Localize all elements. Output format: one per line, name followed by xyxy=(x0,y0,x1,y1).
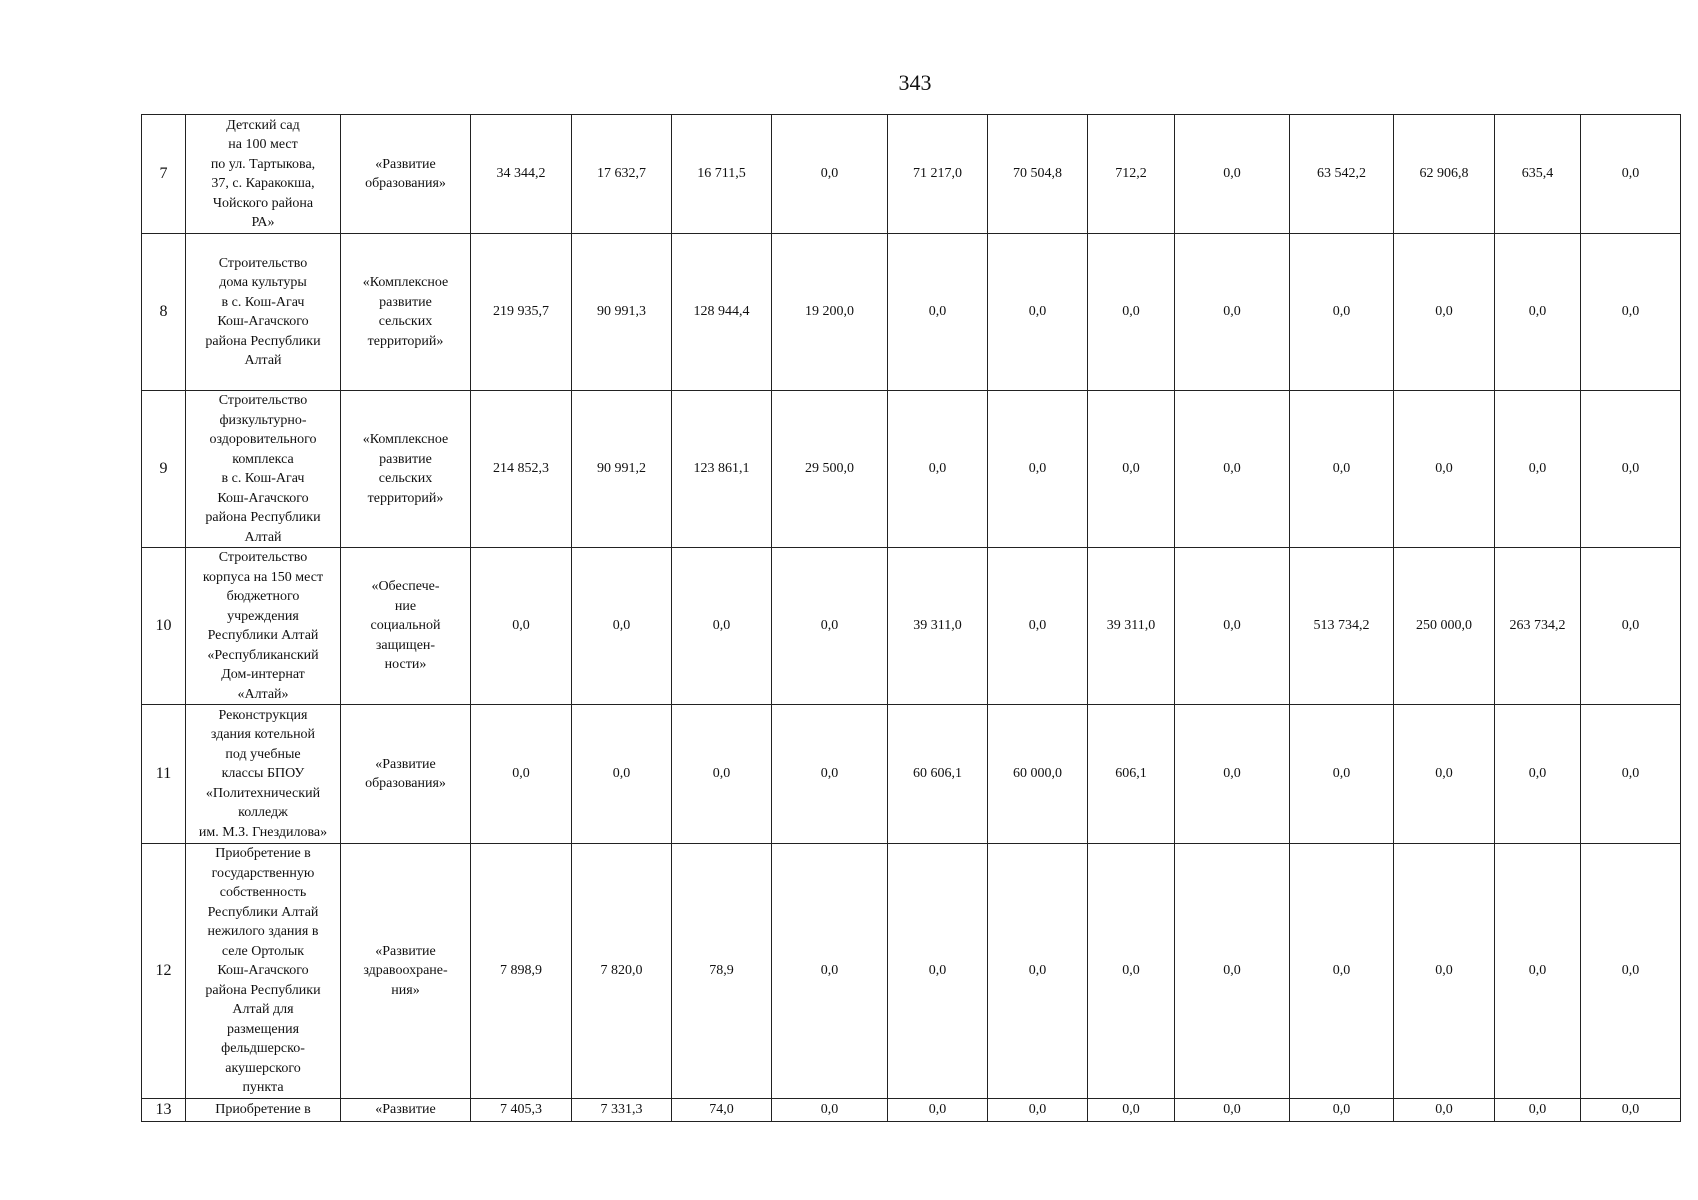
program-line: защищен- xyxy=(375,637,436,653)
value-cell: 0,0 xyxy=(988,1098,1088,1121)
object-name-line: РА» xyxy=(251,215,275,230)
object-name-line: Строительство xyxy=(218,550,308,565)
value-cell: 0,0 xyxy=(1290,234,1394,391)
program-line: ности» xyxy=(384,657,427,673)
value-cell: 0,0 xyxy=(1495,705,1581,844)
program-line: территорий» xyxy=(367,490,444,506)
program-line: ния» xyxy=(391,982,420,998)
object-name-line: «Алтай» xyxy=(237,686,289,702)
value-cell: 0,0 xyxy=(1175,115,1290,234)
object-name-cell xyxy=(186,548,341,705)
object-name-line: Строительство xyxy=(218,255,308,271)
row-number-cell: 12 xyxy=(142,844,186,1099)
value-cell: 0,0 xyxy=(471,548,572,705)
object-name-line: Чойского района xyxy=(212,195,314,211)
table-row xyxy=(142,548,1681,705)
object-name-line: Республики Алтай xyxy=(207,904,319,920)
object-name-line: «Республиканский xyxy=(207,647,319,663)
object-name-line: в с. Кош-Агач xyxy=(221,294,305,310)
value-cell: 7 331,3 xyxy=(572,1098,672,1121)
program-line: «Развитие xyxy=(375,756,436,772)
value-cell: 7 820,0 xyxy=(572,844,672,1099)
value-cell: 0,0 xyxy=(888,391,988,548)
value-cell: 0,0 xyxy=(471,705,572,844)
value-cell: 0,0 xyxy=(1495,1098,1581,1121)
object-name-line: Алтай xyxy=(244,353,282,368)
program-line: сельских xyxy=(378,314,433,329)
program-cell xyxy=(341,548,471,705)
value-cell: 16 711,5 xyxy=(672,115,772,234)
program-line: «Комплексное xyxy=(362,432,449,447)
object-name-line: акушерского xyxy=(225,1060,301,1076)
value-cell: 712,2 xyxy=(1088,115,1175,234)
row-number-cell: 10 xyxy=(142,548,186,705)
object-name-line: собственность xyxy=(219,885,307,900)
table-body xyxy=(142,115,1681,1122)
value-cell: 0,0 xyxy=(1088,844,1175,1099)
value-cell: 0,0 xyxy=(772,705,888,844)
value-cell: 0,0 xyxy=(888,1098,988,1121)
object-name-line: учреждения xyxy=(227,608,299,624)
object-name-cell xyxy=(186,234,341,391)
object-name-line: нежилого здания в xyxy=(207,924,319,939)
value-cell: 123 861,1 xyxy=(672,391,772,548)
table-row xyxy=(142,391,1681,548)
object-name-line: Приобретение в xyxy=(215,1101,311,1117)
value-cell: 0,0 xyxy=(1495,391,1581,548)
table-row xyxy=(142,1098,1681,1121)
value-cell: 0,0 xyxy=(888,844,988,1099)
object-name-line: им. М.З. Гнездилова» xyxy=(198,824,328,840)
table-row xyxy=(142,705,1681,844)
object-name-line: района Республики xyxy=(205,982,321,998)
object-name-line: по ул. Тартыкова, xyxy=(210,156,316,172)
program-line: сельских xyxy=(378,471,433,486)
value-cell: 0,0 xyxy=(888,234,988,391)
value-cell: 0,0 xyxy=(1175,1098,1290,1121)
value-cell: 34 344,2 xyxy=(471,115,572,234)
value-cell: 63 542,2 xyxy=(1290,115,1394,234)
value-cell: 513 734,2 xyxy=(1290,548,1394,705)
budget-table xyxy=(141,114,1681,1122)
value-cell: 0,0 xyxy=(772,1098,888,1121)
value-cell: 606,1 xyxy=(1088,705,1175,844)
object-name-line: бюджетного xyxy=(226,589,300,604)
object-name-line: здания котельной xyxy=(210,727,316,743)
value-cell: 62 906,8 xyxy=(1394,115,1495,234)
value-cell: 0,0 xyxy=(1495,234,1581,391)
value-cell: 71 217,0 xyxy=(888,115,988,234)
value-cell: 0,0 xyxy=(772,115,888,234)
value-cell: 0,0 xyxy=(1394,844,1495,1099)
program-cell xyxy=(341,705,471,844)
object-name-line: «Политехнический xyxy=(205,785,321,801)
object-name-line: района Республики xyxy=(205,333,321,349)
object-name-line: классы БПОУ xyxy=(221,766,305,782)
program-cell xyxy=(341,1098,471,1121)
program-line: ние xyxy=(394,598,417,614)
value-cell: 0,0 xyxy=(1290,705,1394,844)
table-row xyxy=(142,234,1681,391)
object-name-line: Дом-интернат xyxy=(221,667,305,682)
object-name-line: селе Ортолык xyxy=(221,943,305,959)
value-cell: 0,0 xyxy=(1175,705,1290,844)
object-name-line: комплекса xyxy=(232,451,294,467)
table-row xyxy=(142,115,1681,234)
object-name-line: под учебные xyxy=(225,746,301,762)
value-cell: 0,0 xyxy=(1581,234,1681,391)
object-name-line: физкультурно- xyxy=(219,412,307,428)
object-name-line: государственную xyxy=(211,865,315,881)
value-cell: 0,0 xyxy=(1175,234,1290,391)
object-name-line: колледж xyxy=(238,805,288,821)
value-cell: 219 935,7 xyxy=(471,234,572,391)
value-cell: 0,0 xyxy=(1290,1098,1394,1121)
value-cell: 29 500,0 xyxy=(772,391,888,548)
program-line: образования» xyxy=(365,176,446,191)
object-name-line: Кош-Агачского xyxy=(217,963,309,978)
value-cell: 0,0 xyxy=(572,548,672,705)
value-cell: 635,4 xyxy=(1495,115,1581,234)
program-cell xyxy=(341,844,471,1099)
object-name-line: пункта xyxy=(242,1080,284,1095)
value-cell: 0,0 xyxy=(1175,391,1290,548)
row-number-cell: 9 xyxy=(142,391,186,548)
object-name-line: Алтай для xyxy=(232,1002,294,1017)
value-cell: 0,0 xyxy=(988,234,1088,391)
object-name-line: на 100 мест xyxy=(228,137,298,152)
object-name-line: Реконструкция xyxy=(218,707,308,723)
object-name-line: оздоровительного xyxy=(209,432,317,447)
program-cell xyxy=(341,391,471,548)
value-cell: 78,9 xyxy=(672,844,772,1099)
value-cell: 0,0 xyxy=(1495,844,1581,1099)
value-cell: 250 000,0 xyxy=(1394,548,1495,705)
object-name-line: Алтай xyxy=(244,529,282,545)
row-number-cell: 11 xyxy=(142,705,186,844)
object-name-line: в с. Кош-Агач xyxy=(221,471,305,486)
value-cell: 0,0 xyxy=(1581,705,1681,844)
value-cell: 60 000,0 xyxy=(988,705,1088,844)
value-cell: 0,0 xyxy=(1394,391,1495,548)
object-name-line: Приобретение в xyxy=(215,846,311,861)
value-cell: 0,0 xyxy=(1088,391,1175,548)
value-cell: 90 991,3 xyxy=(572,234,672,391)
program-line: «Развитие xyxy=(375,943,436,959)
row-number-cell: 7 xyxy=(142,115,186,234)
value-cell: 0,0 xyxy=(1290,844,1394,1099)
object-name-line: корпуса на 150 мест xyxy=(202,569,324,585)
value-cell: 0,0 xyxy=(1088,234,1175,391)
value-cell: 0,0 xyxy=(772,844,888,1099)
value-cell: 74,0 xyxy=(672,1098,772,1121)
row-number-cell: 13 xyxy=(142,1098,186,1121)
value-cell: 19 200,0 xyxy=(772,234,888,391)
value-cell: 0,0 xyxy=(988,844,1088,1099)
value-cell: 0,0 xyxy=(672,705,772,844)
object-name-cell xyxy=(186,1098,341,1121)
value-cell: 0,0 xyxy=(1581,391,1681,548)
value-cell: 0,0 xyxy=(1394,705,1495,844)
value-cell: 60 606,1 xyxy=(888,705,988,844)
value-cell: 0,0 xyxy=(1175,548,1290,705)
program-line: территорий» xyxy=(367,333,444,349)
value-cell: 0,0 xyxy=(1394,1098,1495,1121)
value-cell: 17 632,7 xyxy=(572,115,672,234)
value-cell: 0,0 xyxy=(1175,844,1290,1099)
object-name-line: дома культуры xyxy=(219,275,307,290)
object-name-cell xyxy=(186,115,341,234)
program-cell xyxy=(341,115,471,234)
object-name-line: размещения xyxy=(226,1021,300,1037)
value-cell: 0,0 xyxy=(1581,1098,1681,1121)
value-cell: 7 405,3 xyxy=(471,1098,572,1121)
object-name-line: Детский сад xyxy=(226,117,300,133)
value-cell: 128 944,4 xyxy=(672,234,772,391)
table-row xyxy=(142,844,1681,1099)
value-cell: 90 991,2 xyxy=(572,391,672,548)
object-name-cell xyxy=(186,844,341,1099)
object-name-line: Республики Алтай xyxy=(207,628,319,643)
value-cell: 263 734,2 xyxy=(1495,548,1581,705)
object-name-line: фельдшерско- xyxy=(221,1041,305,1056)
program-line: образования» xyxy=(365,776,446,791)
program-line: «Развитие xyxy=(375,156,436,172)
value-cell: 0,0 xyxy=(988,548,1088,705)
program-line: социальной xyxy=(370,618,441,634)
object-name-line: Кош-Агачского xyxy=(217,490,309,506)
program-cell xyxy=(341,234,471,391)
object-name-cell xyxy=(186,391,341,548)
value-cell: 0,0 xyxy=(572,705,672,844)
row-number-cell: 8 xyxy=(142,234,186,391)
value-cell: 0,0 xyxy=(1581,548,1681,705)
value-cell: 0,0 xyxy=(1290,391,1394,548)
value-cell: 0,0 xyxy=(772,548,888,705)
program-line: развитие xyxy=(379,451,432,467)
object-name-line: 37, с. Каракокша, xyxy=(211,176,315,191)
object-name-line: района Республики xyxy=(205,510,321,525)
value-cell: 0,0 xyxy=(672,548,772,705)
page-number: 343 xyxy=(898,70,932,95)
object-name-line: Строительство xyxy=(218,393,308,408)
value-cell: 0,0 xyxy=(1088,1098,1175,1121)
value-cell: 7 898,9 xyxy=(471,844,572,1099)
object-name-line: Кош-Агачского xyxy=(217,314,309,329)
program-line: здравоохране- xyxy=(363,963,448,978)
program-line: «Развитие xyxy=(375,1101,436,1117)
program-line: развитие xyxy=(379,294,432,310)
value-cell: 0,0 xyxy=(1581,844,1681,1099)
value-cell: 39 311,0 xyxy=(1088,548,1175,705)
value-cell: 0,0 xyxy=(988,391,1088,548)
object-name-cell xyxy=(186,705,341,844)
value-cell: 214 852,3 xyxy=(471,391,572,548)
program-line: «Обеспече- xyxy=(371,579,440,595)
value-cell: 0,0 xyxy=(1581,115,1681,234)
value-cell: 70 504,8 xyxy=(988,115,1088,234)
value-cell: 0,0 xyxy=(1394,234,1495,391)
program-line: «Комплексное xyxy=(362,275,449,290)
value-cell: 39 311,0 xyxy=(888,548,988,705)
